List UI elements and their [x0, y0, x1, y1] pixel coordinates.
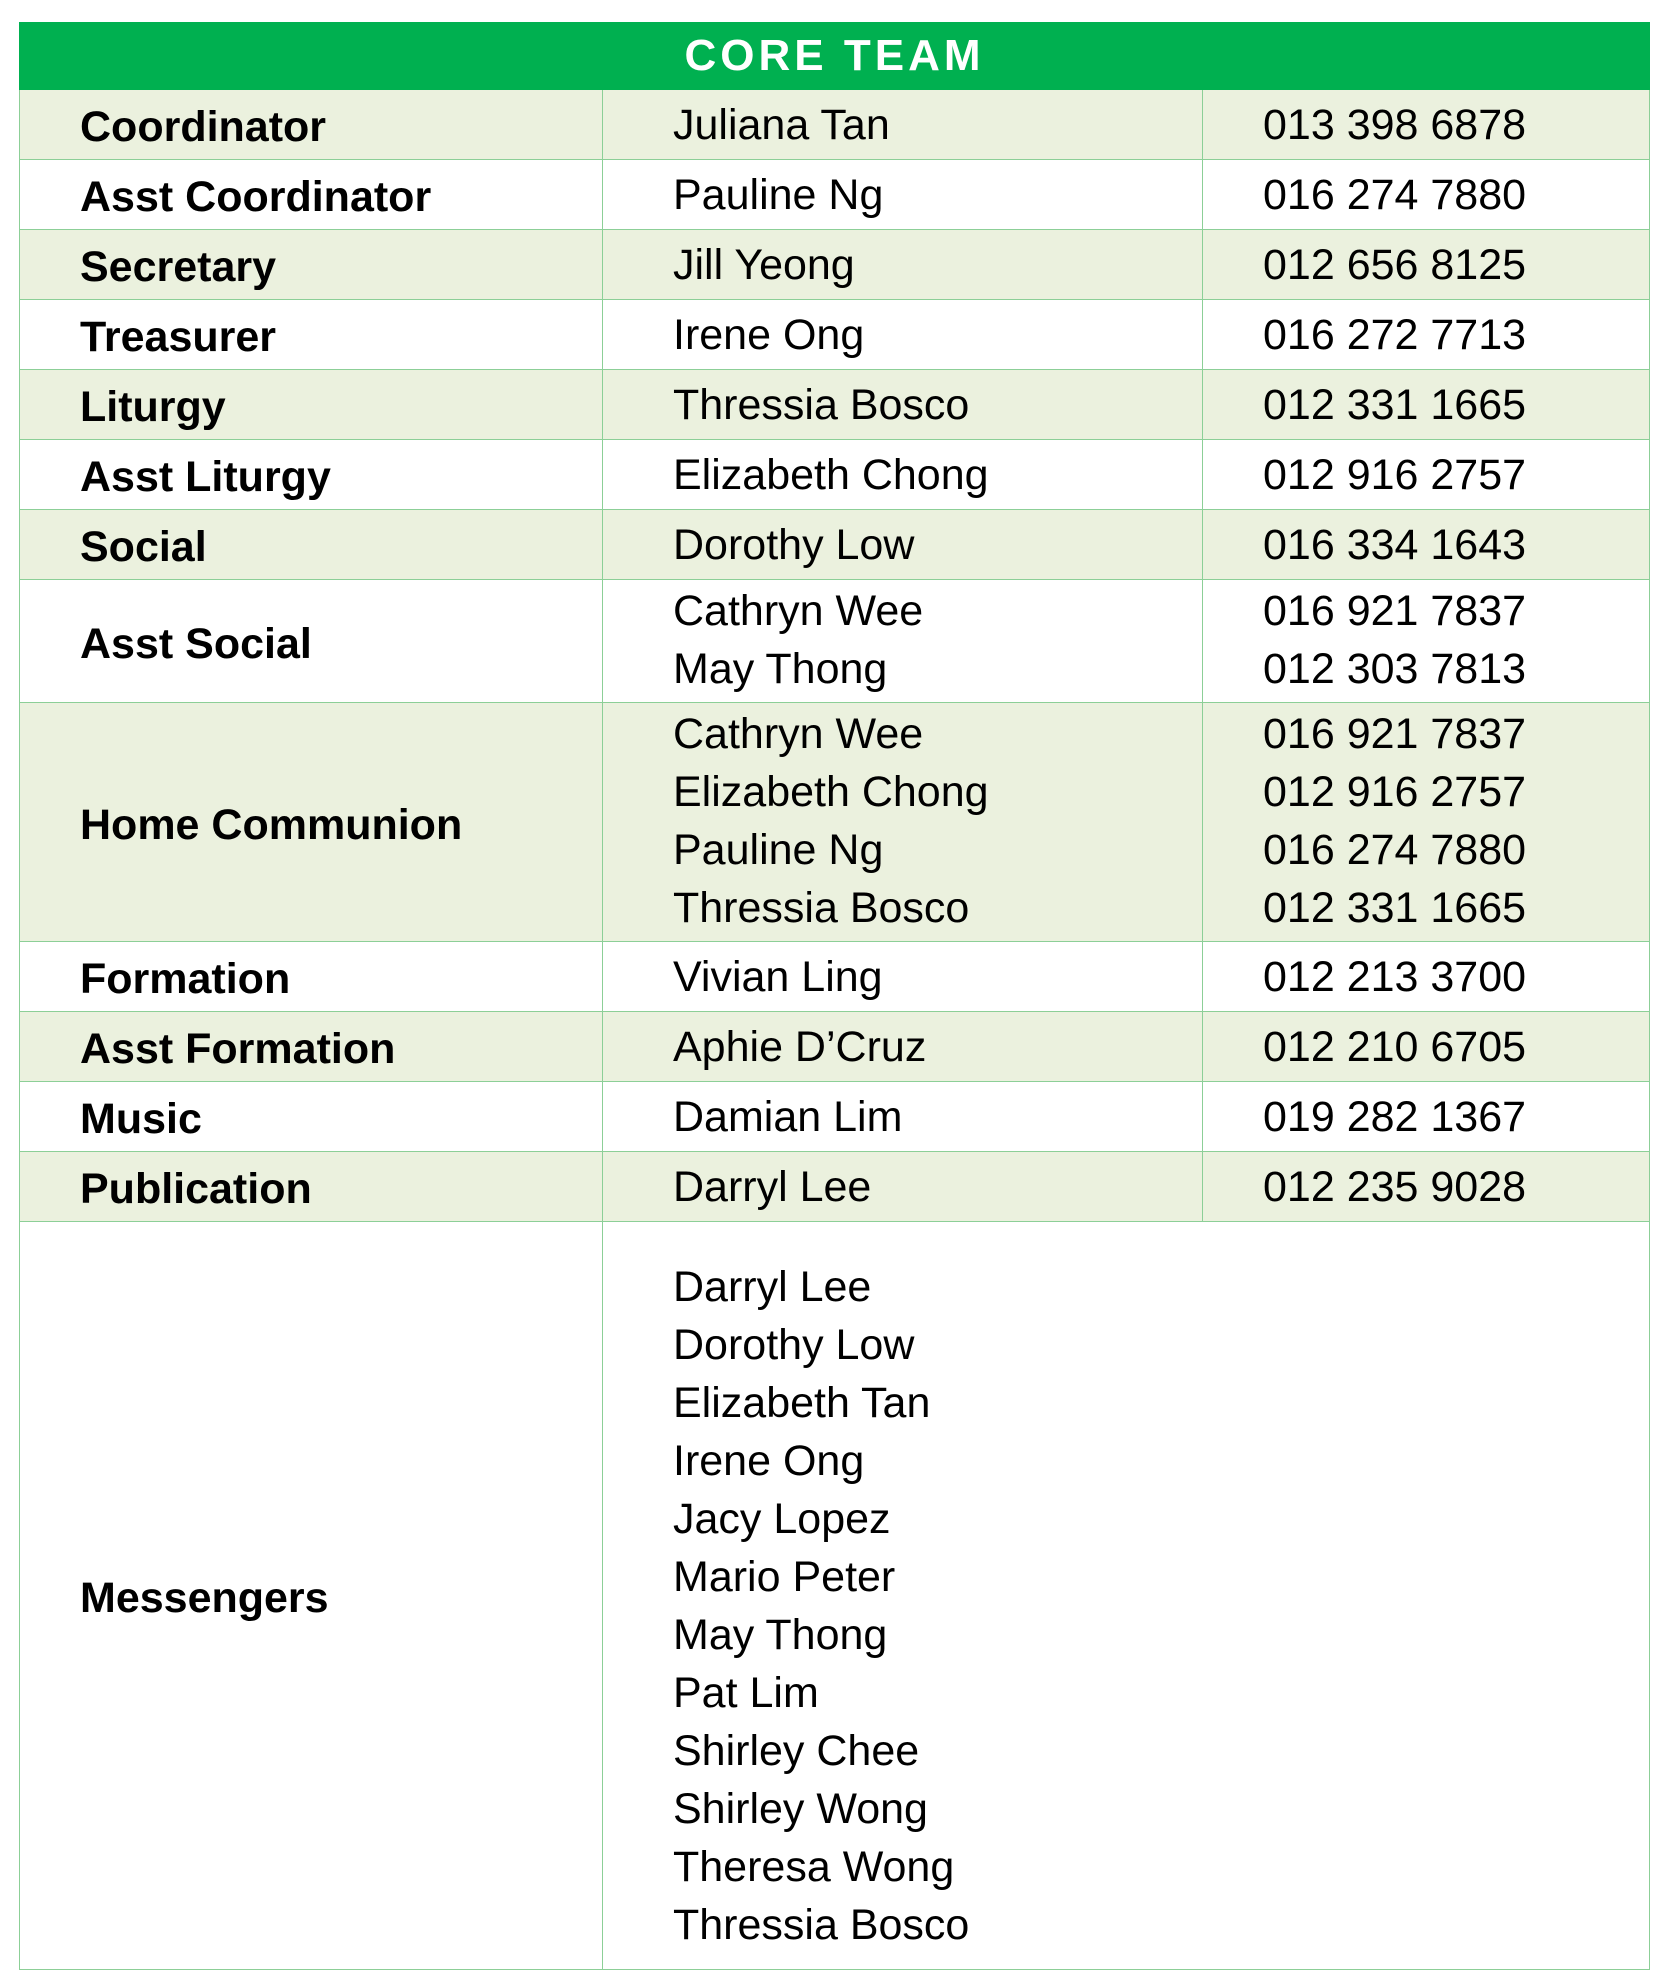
phone-cell: [1203, 230, 1650, 300]
member-name: Damian Lim: [673, 1092, 903, 1141]
member-phone: 012 331 1665: [1263, 380, 1527, 429]
core-team-table: [19, 22, 1650, 1970]
role-cell: Asst Liturgy: [20, 440, 603, 510]
member-phone: 016 272 7713: [1263, 310, 1527, 359]
member-name: Pauline Ng: [673, 170, 884, 219]
member-name: Cathryn Wee: [673, 587, 924, 635]
member-name: Jill Yeong: [673, 240, 855, 289]
table-row: [20, 1012, 1650, 1082]
role-cell: Home Communion: [20, 703, 603, 942]
name-cell: [603, 1152, 1203, 1222]
name-cell: [603, 160, 1203, 230]
table-row: [20, 370, 1650, 440]
table-row: [20, 90, 1650, 160]
member-phone: 016 334 1643: [1263, 520, 1527, 569]
phone-cell: [1203, 580, 1650, 703]
phone-cell: [1203, 703, 1650, 942]
member-phone: 012 210 6705: [1263, 1022, 1527, 1071]
phone-cell: [1203, 942, 1650, 1012]
messengers-names-cell: [603, 1222, 1650, 1970]
name-cell: [603, 942, 1203, 1012]
phone-cell: [1203, 440, 1650, 510]
role-cell: Secretary: [20, 230, 603, 300]
member-name: Thressia Bosco: [673, 884, 970, 932]
name-cell: [603, 580, 1203, 703]
member-phone: 019 282 1367: [1263, 1092, 1527, 1141]
member-name: Juliana Tan: [673, 100, 890, 149]
member-name: Darryl Lee: [673, 1162, 872, 1211]
name-cell: [603, 90, 1203, 160]
member-name: Irene Ong: [673, 310, 865, 359]
name-cell: [603, 703, 1203, 942]
list-item: Dorothy Low: [673, 1320, 915, 1369]
name-cell: [603, 300, 1203, 370]
name-cell: [603, 1082, 1203, 1152]
role-cell: Treasurer: [20, 300, 603, 370]
name-cell: [603, 1012, 1203, 1082]
role-cell: Liturgy: [20, 370, 603, 440]
table-row: [20, 510, 1650, 580]
member-phone: 012 916 2757: [1263, 768, 1527, 816]
phone-cell: [1203, 1152, 1650, 1222]
team-body: [20, 90, 1650, 1970]
list-item: Shirley Wong: [673, 1784, 928, 1833]
member-name: Dorothy Low: [673, 520, 915, 569]
role-cell: Coordinator: [20, 90, 603, 160]
name-cell: [603, 510, 1203, 580]
member-name: Elizabeth Chong: [673, 768, 989, 816]
list-item: Thressia Bosco: [673, 1900, 970, 1949]
name-cell: [603, 230, 1203, 300]
phone-cell: [1203, 1012, 1650, 1082]
list-item: Shirley Chee: [673, 1726, 920, 1775]
role-cell: Formation: [20, 942, 603, 1012]
member-phone: 012 656 8125: [1263, 240, 1527, 289]
member-name: Aphie D’Cruz: [673, 1022, 927, 1071]
member-name: May Thong: [673, 645, 888, 693]
messengers-list: [673, 1238, 1649, 1954]
phone-cell: [1203, 300, 1650, 370]
table-row: [20, 580, 1650, 703]
table-row: [20, 230, 1650, 300]
table-row: [20, 1082, 1650, 1152]
phone-cell: [1203, 1082, 1650, 1152]
member-phone: 016 921 7837: [1263, 710, 1527, 758]
list-item: Irene Ong: [673, 1436, 865, 1485]
list-item: Elizabeth Tan: [673, 1378, 931, 1427]
member-phone: 012 916 2757: [1263, 450, 1527, 499]
member-phone: 013 398 6878: [1263, 100, 1527, 149]
member-phone: 016 274 7880: [1263, 826, 1527, 874]
role-cell: Publication: [20, 1152, 603, 1222]
table-row: [20, 440, 1650, 510]
list-item: May Thong: [673, 1610, 888, 1659]
phone-cell: [1203, 160, 1650, 230]
name-cell: [603, 370, 1203, 440]
table-row: [20, 1152, 1650, 1222]
table-row: [20, 703, 1650, 942]
phone-cell: [1203, 90, 1650, 160]
phone-cell: [1203, 510, 1650, 580]
table-title: CORE TEAM: [20, 23, 1650, 90]
phone-cell: [1203, 370, 1650, 440]
member-name: Cathryn Wee: [673, 710, 924, 758]
member-phone: 012 213 3700: [1263, 952, 1527, 1001]
role-cell: Asst Formation: [20, 1012, 603, 1082]
member-phone: 012 235 9028: [1263, 1162, 1527, 1211]
member-phone: 012 331 1665: [1263, 884, 1527, 932]
role-cell: Messengers: [20, 1222, 603, 1970]
role-cell: Asst Coordinator: [20, 160, 603, 230]
list-item: Pat Lim: [673, 1668, 819, 1717]
member-name: Pauline Ng: [673, 826, 884, 874]
table-row: [20, 942, 1650, 1012]
member-name: Thressia Bosco: [673, 380, 970, 429]
role-cell: Social: [20, 510, 603, 580]
member-name: Vivian Ling: [673, 952, 883, 1001]
name-cell: [603, 440, 1203, 510]
member-name: Elizabeth Chong: [673, 450, 989, 499]
role-cell: Asst Social: [20, 580, 603, 703]
messengers-row: [20, 1222, 1650, 1970]
list-item: Theresa Wong: [673, 1842, 955, 1891]
list-item: Mario Peter: [673, 1552, 896, 1601]
member-phone: 016 921 7837: [1263, 587, 1527, 635]
member-phone: 016 274 7880: [1263, 170, 1527, 219]
table-row: [20, 300, 1650, 370]
table-row: [20, 160, 1650, 230]
role-cell: Music: [20, 1082, 603, 1152]
list-item: Jacy Lopez: [673, 1494, 891, 1543]
member-phone: 012 303 7813: [1263, 645, 1527, 693]
list-item: Darryl Lee: [673, 1262, 872, 1311]
